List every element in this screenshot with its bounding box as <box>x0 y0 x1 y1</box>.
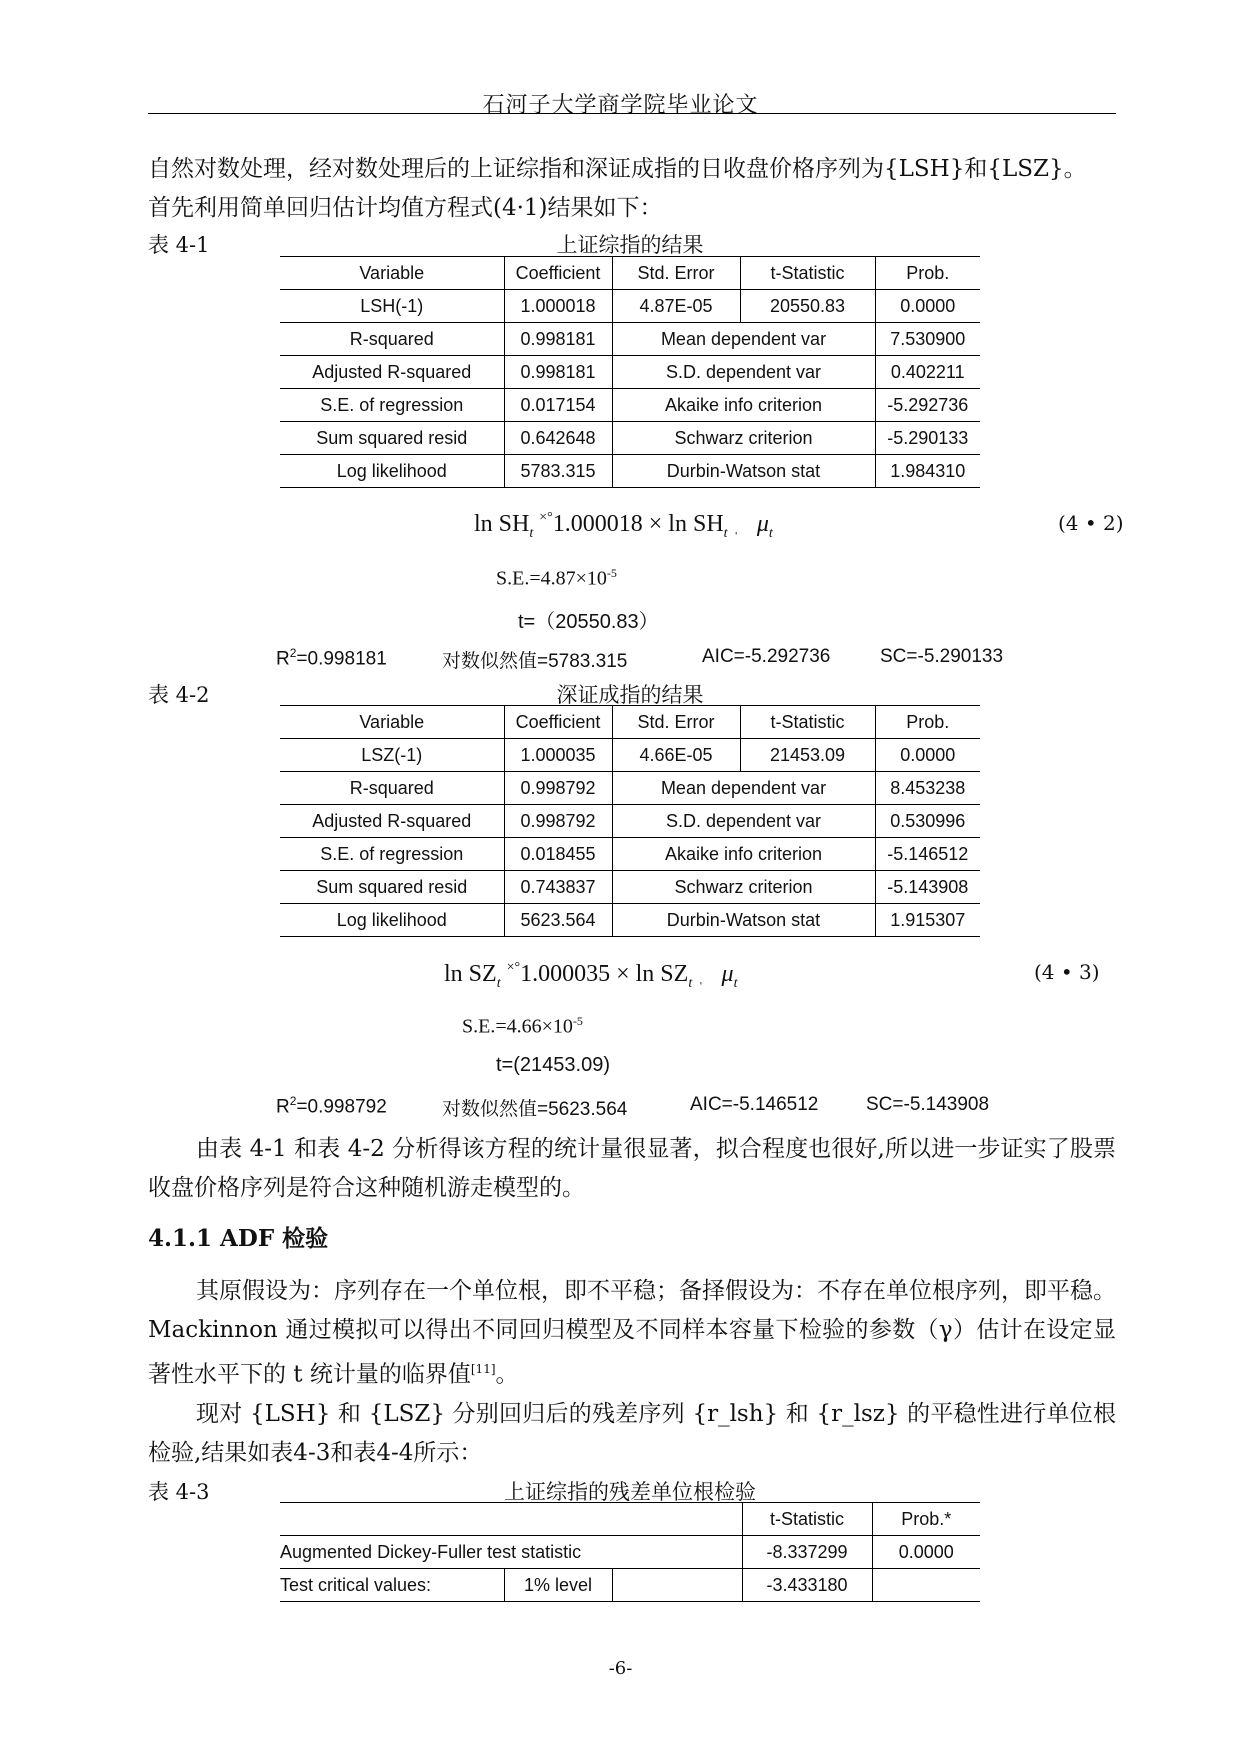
table-row <box>280 356 980 389</box>
table-cell: -5.146512 <box>875 838 980 871</box>
r-squared: $R^2=0.998792$ <box>276 1094 387 1118</box>
table-cell: 1.000035 <box>504 739 612 772</box>
table-label: 表 4-3 <box>148 1480 210 1504</box>
table-row <box>280 838 980 871</box>
table-row <box>280 805 980 838</box>
table-cell: Akaike info criterion <box>612 838 875 871</box>
eq-coef: 1.000035 <box>520 961 611 987</box>
table-cell: 0.0000 <box>875 290 980 323</box>
table-cell: 0.998181 <box>504 323 612 356</box>
table-row <box>280 323 980 356</box>
fit-statistics <box>0 1094 1241 1124</box>
equation-4-2: $\ln SH_t$ $^{\times^\circ}1.000018 \times \ln SH_t$ ˌ $\mu_t$ <box>474 510 773 541</box>
header-cell: Coefficient <box>504 706 612 739</box>
table-row <box>280 772 980 805</box>
table-cell: 0.998792 <box>504 772 612 805</box>
table-cell: 1.915307 <box>875 904 980 937</box>
table-cell: 0.743837 <box>504 871 612 904</box>
table-cell: 0.998792 <box>504 805 612 838</box>
table-cell: R-squared <box>280 772 504 805</box>
table-cell: 0.018455 <box>504 838 612 871</box>
header-cell: t-Statistic <box>740 257 875 290</box>
table-cell: Log likelihood <box>280 455 504 488</box>
header-cell: Prob. <box>875 257 980 290</box>
table-cell: Adjusted R-squared <box>280 805 504 838</box>
table-cell: -5.290133 <box>875 422 980 455</box>
header-cell: Std. Error <box>612 257 740 290</box>
section-title: ADF 检验 <box>220 1225 329 1252</box>
table-cell: Adjusted R-squared <box>280 356 504 389</box>
table-cell: Mean dependent var <box>612 772 875 805</box>
log-likelihood: 对数似然值=5623.564 <box>442 1099 628 1120</box>
section-heading <box>148 1220 328 1253</box>
table-cell: Schwarz criterion <box>612 871 875 904</box>
table-cell: LSZ(-1) <box>280 739 504 772</box>
table-cell: 5623.564 <box>504 904 612 937</box>
page-number: -6- <box>608 1658 633 1679</box>
table-cell: 0.642648 <box>504 422 612 455</box>
table-cell: R-squared <box>280 323 504 356</box>
citation: [11] <box>470 1362 496 1376</box>
table-row <box>280 455 980 488</box>
table-cell: 1% level <box>504 1569 612 1602</box>
table-cell: S.D. dependent var <box>612 805 875 838</box>
fit-statistics <box>0 646 1241 676</box>
table-cell: -5.143908 <box>875 871 980 904</box>
table-cell: Sum squared resid <box>280 871 504 904</box>
eq-rhs: ln SZ <box>635 961 689 987</box>
header-cell: Prob. <box>875 706 980 739</box>
table-header-row <box>280 1503 980 1536</box>
table-cell: Durbin-Watson stat <box>612 904 875 937</box>
header-rule <box>148 113 1116 114</box>
table-cell: 0.530996 <box>875 805 980 838</box>
t-statistic: t=(21453.09) <box>496 1054 610 1076</box>
standard-error: $S.E.=4.66\times 10^{-5}$ <box>462 1014 583 1038</box>
table-cell: -5.292736 <box>875 389 980 422</box>
table-row <box>280 389 980 422</box>
header-cell: t-Statistic <box>742 1503 872 1536</box>
table-cell: 4.66E-05 <box>612 739 740 772</box>
table-header-row <box>280 706 980 739</box>
table-cell: Log likelihood <box>280 904 504 937</box>
regression-table-sh <box>280 256 980 488</box>
running-header: 石河子大学商学院毕业论文 <box>482 93 759 118</box>
table-cell: 0.402211 <box>875 356 980 389</box>
adf-paragraph <box>148 1272 1116 1473</box>
standard-error: $S.E.=4.87\times 10^{-5}$ <box>496 566 617 590</box>
table-cell: 4.87E-05 <box>612 290 740 323</box>
table-label: 表 4-2 <box>148 683 210 707</box>
table-cell: 0.0000 <box>875 739 980 772</box>
table-row <box>280 1569 980 1602</box>
table-row <box>280 290 980 323</box>
aic-value: AIC=-5.146512 <box>690 1094 819 1115</box>
eq-lhs: ln SH <box>474 511 530 537</box>
t-statistic: t=（20550.83） <box>518 611 659 633</box>
table-row <box>280 904 980 937</box>
table-row <box>280 739 980 772</box>
table-row <box>280 1536 980 1569</box>
log-likelihood: 对数似然值=5783.315 <box>442 651 628 672</box>
intro-paragraph <box>148 150 1116 228</box>
equation-4-3: $\ln SZ_t$ $^{\times^\circ}1.000035 \times \ln SZ_t$ ˌ $\mu_t$ <box>444 960 738 991</box>
table-cell: -3.433180 <box>742 1569 872 1602</box>
table-row <box>280 871 980 904</box>
header-cell: Variable <box>280 706 504 739</box>
table-cell: Akaike info criterion <box>612 389 875 422</box>
r-squared: $R^2=0.998181$ <box>276 646 387 670</box>
adf-text-2: 现对 {LSH} 和 {LSZ} 分别回归后的残差序列 {r_lsh} 和 {r_lsz} 的平稳性进行单位根检验,结果如表4-3和表4-4所示： <box>148 1400 1116 1466</box>
table-cell: Schwarz criterion <box>612 422 875 455</box>
table-cell: 5783.315 <box>504 455 612 488</box>
header-cell: t-Statistic <box>740 706 875 739</box>
table-row <box>280 422 980 455</box>
intro-line-1: 自然对数处理，经对数处理后的上证综指和深证成指的日收盘价格序列为{LSH}和{LSZ}。 <box>148 156 1087 182</box>
sc-value: SC=-5.290133 <box>880 646 1004 667</box>
table-cell: Augmented Dickey-Fuller test statistic <box>280 1536 742 1569</box>
adf-text: 其原假设为：序列存在一个单位根，即不平稳；备择假设为：不存在单位根序列，即平稳。Mackinnon 通过模拟可以得出不同回归模型及不同样本容量下检验的参数（γ）估计在设定显著性水平下的 t 统计量的临界值[11]。 <box>148 1278 1116 1388</box>
table-header-row <box>280 257 980 290</box>
eq-rhs: ln SH <box>668 511 724 537</box>
table-cell: S.D. dependent var <box>612 356 875 389</box>
intro-line-2: 首先利用简单回归估计均值方程式(4·1)结果如下： <box>148 195 663 221</box>
table-title: 上证综指的结果 <box>556 233 704 257</box>
table-cell: 0.0000 <box>872 1536 980 1569</box>
table-cell: 7.530900 <box>875 323 980 356</box>
header-cell: Coefficient <box>504 257 612 290</box>
regression-table-sz <box>280 705 980 937</box>
sc-value: SC=-5.143908 <box>866 1094 990 1115</box>
table-cell: Durbin-Watson stat <box>612 455 875 488</box>
table-cell: Mean dependent var <box>612 323 875 356</box>
table-cell: 1.984310 <box>875 455 980 488</box>
conclusion-paragraph <box>148 1130 1116 1208</box>
header-cell: Std. Error <box>612 706 740 739</box>
table-cell: 0.998181 <box>504 356 612 389</box>
table-cell: 21453.09 <box>740 739 875 772</box>
table-cell: Test critical values: <box>280 1569 504 1602</box>
table-cell: 20550.83 <box>740 290 875 323</box>
table-cell: 0.017154 <box>504 389 612 422</box>
table-cell: 1.000018 <box>504 290 612 323</box>
table-label: 表 4-1 <box>148 233 210 257</box>
aic-value: AIC=-5.292736 <box>702 646 831 667</box>
equation-number: (4 • 3) <box>1034 960 1100 984</box>
eq-lhs: ln SZ <box>444 961 497 987</box>
header-cell: Variable <box>280 257 504 290</box>
table-title: 深证成指的结果 <box>556 683 704 707</box>
conclusion-text: 由表 4-1 和表 4-2 分析得该方程的统计量很显著，拟合程度也很好,所以进一步证实了股票收盘价格序列是符合这种随机游走模型的。 <box>148 1136 1116 1201</box>
table-cell: -8.337299 <box>742 1536 872 1569</box>
header-cell: Prob.* <box>872 1503 980 1536</box>
table-cell: S.E. of regression <box>280 389 504 422</box>
table-title: 上证综指的残差单位根检验 <box>504 1480 756 1504</box>
section-number: 4.1.1 <box>148 1225 213 1252</box>
eq-coef: 1.000018 <box>552 511 643 537</box>
table-cell: 8.453238 <box>875 772 980 805</box>
adf-test-table <box>280 1502 980 1602</box>
table-cell: Sum squared resid <box>280 422 504 455</box>
table-cell: LSH(-1) <box>280 290 504 323</box>
table-cell: S.E. of regression <box>280 838 504 871</box>
equation-number: (4 • 2) <box>1058 511 1124 535</box>
